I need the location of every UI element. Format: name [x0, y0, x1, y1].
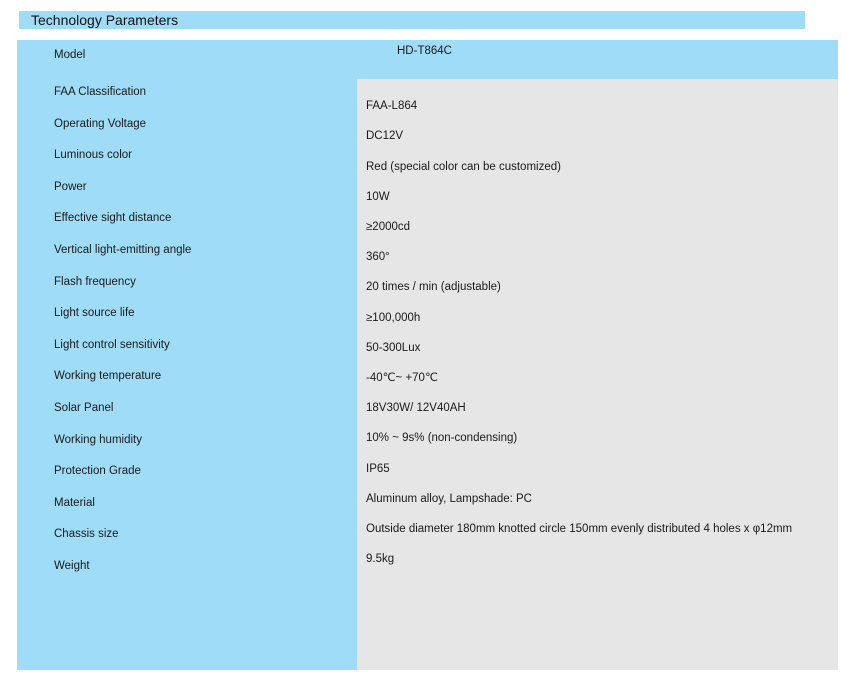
param-value: 360°: [366, 251, 390, 263]
param-value: Outside diameter 180mm knotted circle 150mm evenly distributed 4 holes x φ12mm: [366, 523, 793, 535]
param-value: 20 times / min (adjustable): [366, 281, 501, 293]
param-label: Vertical light-emitting angle: [54, 244, 192, 256]
param-value: 18V30W/ 12V40AH: [366, 402, 466, 414]
param-label: Chassis size: [54, 528, 119, 540]
param-label: Material: [54, 497, 95, 509]
param-value: Red (special color can be customized): [366, 161, 561, 173]
param-value: 9.5kg: [366, 553, 395, 565]
param-value: 10W: [366, 191, 390, 203]
param-value: DC12V: [366, 130, 404, 142]
param-label: Light control sensitivity: [54, 339, 170, 351]
param-value: 50-300Lux: [366, 342, 421, 354]
param-label: Working temperature: [54, 370, 162, 382]
model-value: HD-T864C: [397, 45, 452, 57]
param-value: 10% ~ 9s% (non-condensing): [366, 432, 518, 444]
param-label: Effective sight distance: [54, 212, 172, 224]
param-label: Power: [54, 181, 87, 193]
param-label: Working humidity: [54, 434, 142, 446]
param-label: Operating Voltage: [54, 118, 147, 130]
param-value: Aluminum alloy, Lampshade: PC: [366, 493, 532, 505]
param-label: Solar Panel: [54, 402, 114, 414]
param-label: Light source life: [54, 307, 135, 319]
param-value: IP65: [366, 463, 390, 475]
param-label: Luminous color: [54, 149, 132, 161]
param-label: FAA Classification: [54, 86, 147, 98]
param-label: Flash frequency: [54, 276, 136, 288]
section-title: Technology Parameters: [31, 12, 179, 28]
section-header: [19, 11, 805, 29]
param-value: ≥2000cd: [366, 221, 411, 233]
param-value: ≥100,000h: [366, 312, 421, 324]
param-value: -40℃~ +70℃: [366, 372, 438, 384]
param-value: FAA-L864: [366, 100, 418, 112]
model-label: Model: [54, 49, 86, 61]
param-label: Weight: [54, 560, 90, 572]
param-label: Protection Grade: [54, 465, 141, 477]
